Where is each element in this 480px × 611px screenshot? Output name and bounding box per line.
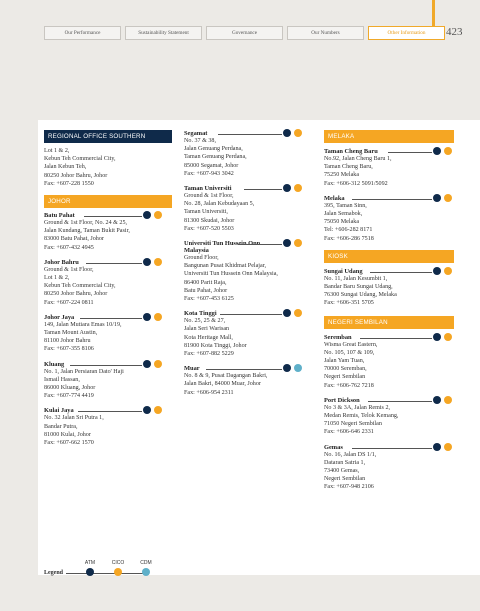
branch-segamat: Segamat No. 37 & 38, Jalan Genuang Perdana, Taman Genuang Perdana, 85000 Segamat, Johor Fax: +607-943 3042 (184, 130, 306, 178)
atm-icon (143, 406, 151, 414)
branch-name: Kulai Jaya (44, 407, 74, 415)
branch-name: Taman Cheng Baru (324, 148, 378, 155)
atm-icon (433, 396, 441, 404)
section-header-kiosk: KIOSK (324, 250, 454, 263)
branch-seremban: Seremban Wisma Great Eastern, No. 105, 107 & 109, Jalan Yam Tuan, 70000 Seremban, Negeri Sembilan Fax: +606-762 7218 (324, 334, 454, 390)
regional-office-address: Lot 1 & 2, Kebun Teh Commercial City, Jalan Kebun Teh, 80250 Johor Bahru, Johor Fax: +607-228 1550 (44, 148, 116, 187)
branch-johor-jaya: Johor Jaya 149, Jalan Mutiara Emas 10/19, Taman Mount Austin, 81100 Johor Bahru Fax: +607-355 8106 (44, 314, 172, 354)
atm-icon (433, 443, 441, 451)
tab-sustainability[interactable]: Sustainability Statement (125, 26, 202, 40)
branch-name: Segamat (184, 130, 208, 137)
branch-taman-cheng-baru: Taman Cheng Baru No.92, Jalan Cheng Baru 1, Taman Cheng Baru, 75250 Melaka Fax: +606-312 5091/5092 (324, 148, 454, 188)
legend-cico: CICO (106, 560, 130, 576)
cico-icon (154, 258, 162, 266)
legend-atm: ATM (78, 560, 102, 576)
cico-icon (444, 396, 452, 404)
section-header-melaka: MELAKA (324, 130, 454, 143)
branch-name: Muar (184, 365, 200, 373)
branch-name: Kluang (44, 360, 65, 368)
cico-icon (114, 568, 122, 576)
branch-name: Sungai Udang (324, 267, 363, 275)
atm-icon (283, 364, 291, 372)
section-tabs (44, 26, 445, 40)
branch-name: Melaka (324, 194, 345, 202)
branch-sungai-udang: Sungai Udang No. 11, Jalan Kesumbit 1, Bandar Baru Sungai Udang, 76300 Sungai Udang, Melaka Fax: +606-351 5705 (324, 268, 454, 308)
branch-name: Gemas (324, 443, 343, 451)
branch-name: Universiti Tun Hussein Onn Malaysia (184, 240, 261, 255)
atm-icon (86, 568, 94, 576)
legend (44, 560, 204, 584)
branch-name: Johor Jaya (44, 313, 75, 321)
branch-name: Johor Bahru (44, 258, 79, 266)
column-3 (324, 130, 454, 499)
cdm-icon (142, 568, 150, 576)
cico-icon (294, 239, 302, 247)
branch-melaka: Melaka 395, Taman Sinn, Jalan Semabok, 75050 Melaka Tel: +606-282 8171 Fax: +606-286 7518 (324, 195, 454, 243)
atm-icon (433, 267, 441, 275)
cico-icon (444, 194, 452, 202)
cico-icon (444, 333, 452, 341)
branch-batu-pahat: Batu Pahat Ground & 1st Floor, No. 24 & 25, Jalan Kundang, Taman Bukit Pasir, 83000 Batu Pahat, Johor Fax: +607-432 4945 (44, 212, 172, 252)
section-header-regional: REGIONAL OFFICE SOUTHERN (44, 130, 172, 143)
branch-name: Kota Tinggi (184, 310, 217, 318)
atm-icon (283, 129, 291, 137)
column-2 (184, 130, 306, 404)
branch-name: Seremban (324, 333, 352, 341)
cico-icon (294, 129, 302, 137)
section-header-negeri-sembilan: NEGERI SEMBILAN (324, 316, 454, 329)
branch-port-dickson: Port Dickson No 3 & 3A, Jalan Remis 2, Medan Remis, Telok Kemang, 71050 Negeri Sembilan Fax: +606-646 2331 (324, 397, 454, 437)
legend-label: Legend (44, 570, 64, 576)
branch-taman-universiti: Taman Universiti Ground & 1st Floor, No. 28, Jalan Kebudayaan 5, Taman Universiti, 81300 Skudai, Johor Fax: +607-520 5503 (184, 185, 306, 233)
section-header-johor: JOHOR (44, 195, 172, 208)
cico-icon (154, 360, 162, 368)
atm-icon (433, 147, 441, 155)
cico-icon (154, 313, 162, 321)
atm-icon (143, 258, 151, 266)
cico-icon (444, 443, 452, 451)
branch-gemas: Gemas No. 16, Jalan DS 1/1, Dataran Satria 1, 73400 Gemas, Negeri Sembilan Fax: +607-948 2106 (324, 444, 454, 492)
branch-name: Batu Pahat (44, 212, 75, 220)
cico-icon (154, 211, 162, 219)
branch-name: Taman Universiti (184, 185, 232, 193)
cico-icon (444, 147, 452, 155)
atm-icon (283, 309, 291, 317)
page-header (0, 0, 480, 60)
branch-uthm: Universiti Tun Hussein Onn Malaysia Ground Floor, Bangunan Pusat Khidmat Pelajar, Universiti Tun Hussein Onn Malaysia, 86400 Parit Raja, Batu Pahat, Johor Fax: +607-453 6125 (184, 240, 306, 303)
branch-kluang: Kluang No. 1, Jalan Persiaran Dato' Haji Ismail Hassan, 86000 Kluang, Johor Fax: +607-774 4419 (44, 361, 172, 401)
branch-kota-tinggi: Kota Tinggi No. 25, 25 & 27, Jalan Seri Warisan Kota Heritage Mall, 81900 Kota Tinggi, Johor Fax: +607-882 5229 (184, 310, 306, 358)
cico-icon (294, 309, 302, 317)
branch-name: Port Dickson (324, 396, 360, 404)
branch-kulai-jaya: Kulai Jaya No. 32 Jalan Sri Putra 1, Bandar Putra, 81000 Kulai, Johor Fax: +607-662 1570 (44, 407, 172, 447)
tab-our-numbers[interactable]: Our Numbers (287, 26, 364, 40)
tab-our-performance[interactable]: Our Performance (44, 26, 121, 40)
cico-icon (154, 406, 162, 414)
column-1 (44, 130, 172, 454)
atm-icon (433, 194, 441, 202)
page-number: 423 (446, 26, 463, 38)
tab-other-information[interactable]: Other Information (368, 26, 445, 40)
cico-icon (294, 184, 302, 192)
atm-icon (143, 313, 151, 321)
cico-icon (444, 267, 452, 275)
branch-johor-bahru: Johor Bahru Ground & 1st Floor, Lot 1 & 2, Kebun Teh Commercial City, 80250 Johor Bahru, Johor Fax: +607-224 0811 (44, 259, 172, 307)
content-panel (38, 120, 480, 575)
atm-icon (283, 184, 291, 192)
legend-cdm: CDM (134, 560, 158, 576)
tab-governance[interactable]: Governance (206, 26, 283, 40)
atm-icon (283, 239, 291, 247)
atm-icon (433, 333, 441, 341)
atm-icon (143, 211, 151, 219)
atm-icon (143, 360, 151, 368)
branch-muar: Muar No. 8 & 9, Pusat Dagangan Bakri, Jalan Bakri, 84000 Muar, Johor Fax: +606-954 2311 (184, 365, 306, 397)
cdm-icon (294, 364, 302, 372)
